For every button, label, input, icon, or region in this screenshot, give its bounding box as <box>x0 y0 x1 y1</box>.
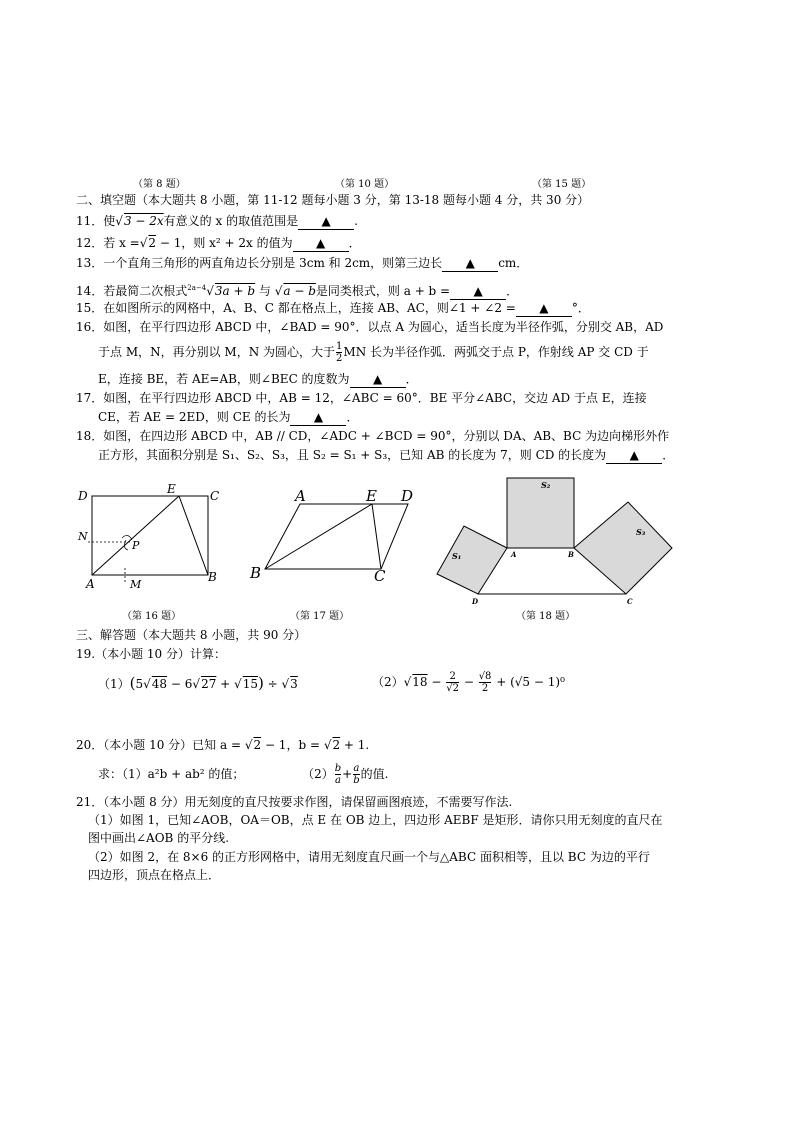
question-20-line2: 求：（1）a²b + ab² 的值； （2） $\frac{b}{a}$ + $\frac{a}{b}$ 的值. <box>98 763 389 786</box>
question-16-line2: 于点 M，N，再分别以 M，N 为圆心，大于 $\frac{1}{2}$ MN 长为半径作弧．两弧交于点 P，作射线 AP 交 CD 于 <box>98 341 649 364</box>
question-18-line1: 18．如图，在四边形 ABCD 中，AB // CD，∠ADC + ∠BCD = 90°，分别以 DA、AB、BC 为边向梯形外作 <box>76 429 670 443</box>
fig18-label-B: B <box>568 550 574 559</box>
question-12: 12．若 x =√2 − 1，则 x² + 2x 的值为 ▲ ． <box>76 236 361 250</box>
question-19-title: 19.（本小题 10 分）计算： <box>76 647 226 661</box>
question-20-line1: 20．（本小题 10 分）已知 a = √2 − 1，b = √2 + 1. <box>76 738 370 752</box>
fig17-label-B: B <box>250 564 262 582</box>
fig18-label-S3: S₃ <box>636 527 646 537</box>
fig16-label-N: N <box>78 530 88 543</box>
fig18-label-A: A <box>511 550 517 559</box>
fig18-label-D: D <box>472 597 479 606</box>
fig16-label-D: D <box>78 489 88 503</box>
question-19-part2: （2）√18 − $\frac{2}{√2}$ − $\frac{√8}{2}$ + (√5 − 1)⁰ <box>372 671 565 694</box>
fig16-label-E: E <box>167 482 176 496</box>
fig17-label-A: A <box>295 487 306 505</box>
question-14: 14．若最简二次根式$^{2a-4}$√3a + b 与 √a − b是同类根式，则 a + b = ▲ ． <box>76 284 519 298</box>
fig17-label-C: C <box>374 567 386 585</box>
caption-fig8: （第 8 题） <box>133 179 186 190</box>
fig18-label-S1: S₁ <box>452 551 462 561</box>
question-13: 13．一个直角三角形的两直角边长分别是 3cm 和 2cm，则第三边长 ▲ cm． <box>76 256 529 270</box>
question-19-part1: （1）(5√48 − 6√27 + √15) ÷ √3 <box>98 674 298 692</box>
fig16-label-A: A <box>86 577 95 591</box>
fig16-label-P: P <box>132 539 140 552</box>
fig16-label-B: B <box>208 570 217 584</box>
fig17-label-D: D <box>401 487 414 505</box>
question-16-line3: E，连接 BE，若 AE=AB，则∠BEC 的度数为 ▲ ． <box>98 372 418 386</box>
section2-header: 二、填空题（本大题共 8 小题，第 11-12 题每小题 3 分，第 13-18 题每小题 4 分，共 30 分） <box>76 193 590 207</box>
question-21-line3: 图中画出∠AOB 的平分线. <box>88 831 230 845</box>
caption-fig18: （第 18 题） <box>516 611 576 622</box>
fig17-label-E: E <box>366 487 377 505</box>
question-16-line1: 16．如图，在平行四边形 ABCD 中，∠BAD = 90°．以点 A 为圆心，适当长度为半径作弧，分别交 AB，AD <box>76 320 664 334</box>
question-21-line1: 21．（本小题 8 分）用无刻度的直尺按要求作图，请保留画图痕迹，不需要写作法. <box>76 795 513 809</box>
question-21-line2: （1）如图 1，已知∠AOB，OA＝OB，点 E 在 OB 边上，四边形 AEBF 是矩形．请你只用无刻度的直尺在 <box>88 813 663 827</box>
question-17-line2: CE，若 AE = 2ED，则 CE 的长为 ▲ ． <box>98 410 359 424</box>
figure-18 <box>430 474 680 609</box>
fig16-label-C: C <box>210 489 220 503</box>
section3-header: 三、解答题（本大题共 8 小题，共 90 分） <box>76 628 307 642</box>
question-18-line2: 正方形，其面积分别是 S₁、S₂、S₃，且 S₂ = S₁ + S₃，已知 AB 的长度为 7，则 CD 的长度为 ▲ ． <box>98 448 675 462</box>
question-21-line5: 四边形，顶点在格点上． <box>88 868 221 882</box>
caption-fig16: （第 16 题） <box>122 611 182 622</box>
question-21-line4: （2）如图 2，在 8×6 的正方形网格中，请用无刻度直尺画一个与△ABC 面积相等，且以 BC 为边的平行 <box>88 850 650 864</box>
caption-fig10: （第 10 题） <box>335 179 395 190</box>
caption-fig15: （第 15 题） <box>532 179 592 190</box>
fig16-label-M: M <box>130 578 142 591</box>
question-17-line1: 17．如图，在平行四边形 ABCD 中，AB = 12，∠ABC = 60°．BE 平分∠ABC，交边 AD 于点 E，连接 <box>76 391 647 405</box>
question-11: 11．使√3 − 2x有意义的 x 的取值范围是 ▲ . <box>76 214 358 228</box>
fig18-label-C: C <box>627 597 633 606</box>
question-15: 15．在如图所示的网格中，A、B、C 都在格点上，连接 AB、AC，则∠1 + ∠2 = ▲ °． <box>76 301 590 315</box>
fig18-label-S2: S₂ <box>541 480 551 490</box>
figure-17 <box>245 482 425 587</box>
figure-16 <box>70 480 230 600</box>
caption-fig17: （第 17 题） <box>290 611 350 622</box>
